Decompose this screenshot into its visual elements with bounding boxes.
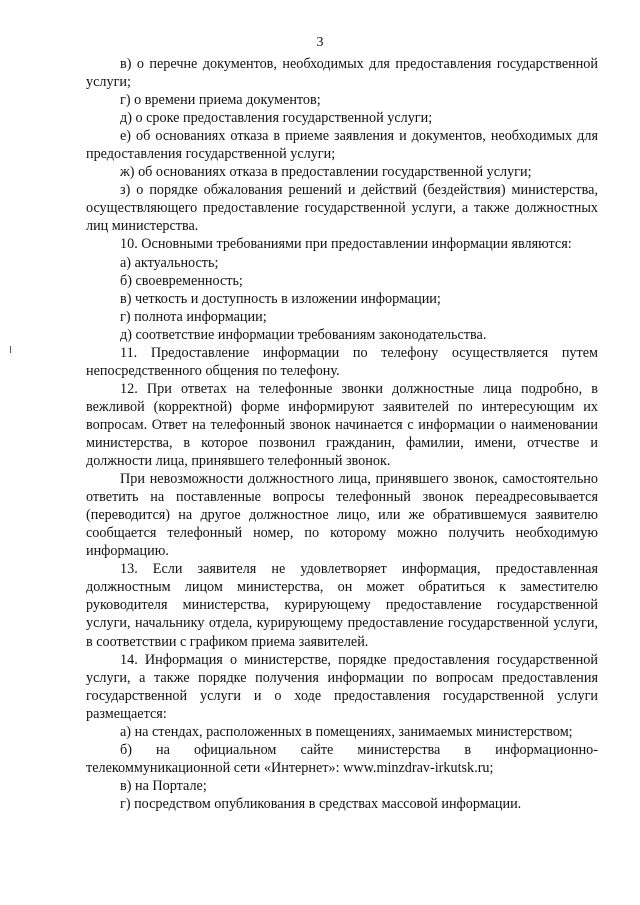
paragraph-14a: а) на стендах, расположенных в помещениях, занимаемых министерством; xyxy=(120,723,573,740)
page-number: 3 xyxy=(316,35,324,50)
paragraph-9d: д) о сроке предоставления государственной услуги; xyxy=(120,110,433,127)
paragraph-10b: б) своевременность; xyxy=(120,272,243,289)
paragraph-9v: в) о перечне документов, необходимых для предоставления государственной услуги; xyxy=(86,56,598,91)
paragraph-9z: з) о порядке обжалования решений и действий (бездействия) министерства, осуществляющего предоставление государственной услуги, а также должностных лиц министерства. xyxy=(86,182,598,235)
paragraph-9e: е) об основаниях отказа в приеме заявления и документов, необходимых для предоставления государственной услуги; xyxy=(86,128,598,163)
document-body xyxy=(86,55,598,813)
paragraph-14g: г) посредством опубликования в средствах массовой информации. xyxy=(120,795,522,812)
paragraph-12: 12. При ответах на телефонные звонки должностные лица подробно, в вежливой (корректной) форме информируют заявителей по интересующим их вопросам. Ответ на телефонный звонок начинается с информации о наименовании министерства, в которое позвонил гражданин, фамилии, имени, отчестве и должности лица, принявшего телефонный звонок. xyxy=(86,380,598,470)
paragraph-13: 13. Если заявителя не удовлетворяет информация, предоставленная должностным лицом министерства, он может обратиться к заместителю руководителя министерства, курирующему предоставление государственной услуги, начальнику отдела, курирующему предоставление государственной услуги, в соответствии с графиком приема заявителей. xyxy=(86,561,598,650)
paragraph-10d: д) соответствие информации требованиям законодательства. xyxy=(120,326,487,343)
paragraph-14v: в) на Портале; xyxy=(120,777,207,794)
paragraph-9g: г) о времени приема документов; xyxy=(120,92,321,109)
paragraph-10g: г) полнота информации; xyxy=(120,308,267,325)
margin-mark xyxy=(10,346,11,353)
paragraph-10v: в) четкость и доступность в изложении информации; xyxy=(120,290,441,307)
paragraph-11: 11. Предоставление информации по телефону осуществляется путем непосредственного общения по телефону. xyxy=(86,344,598,379)
paragraph-10a: а) актуальность; xyxy=(120,254,219,271)
paragraph-9zh: ж) об основаниях отказа в предоставлении государственной услуги; xyxy=(120,164,532,181)
paragraph-10: 10. Основными требованиями при предоставлении информации являются: xyxy=(120,236,572,253)
paragraph-14: 14. Информация о министерстве, порядке предоставления государственной услуги, а также порядке получения информации по вопросам предоставления государственной услуги и о ходе предоставления государственной услуги размещается: xyxy=(86,651,598,722)
paragraph-14b: б) на официальном сайте министерства в информационно-телекоммуникационной сети «Интернет»: www.minzdrav-irkutsk.ru; xyxy=(86,741,598,776)
paragraph-12-continued: При невозможности должностного лица, принявшего звонок, самостоятельно ответить на поставленные вопросы телефонный звонок переадресовывается (переводится) на другое должностное лицо, или же обратившемуся заявителю сообщается телефонный номер, по которому можно получить необходимую информацию. xyxy=(86,471,598,560)
